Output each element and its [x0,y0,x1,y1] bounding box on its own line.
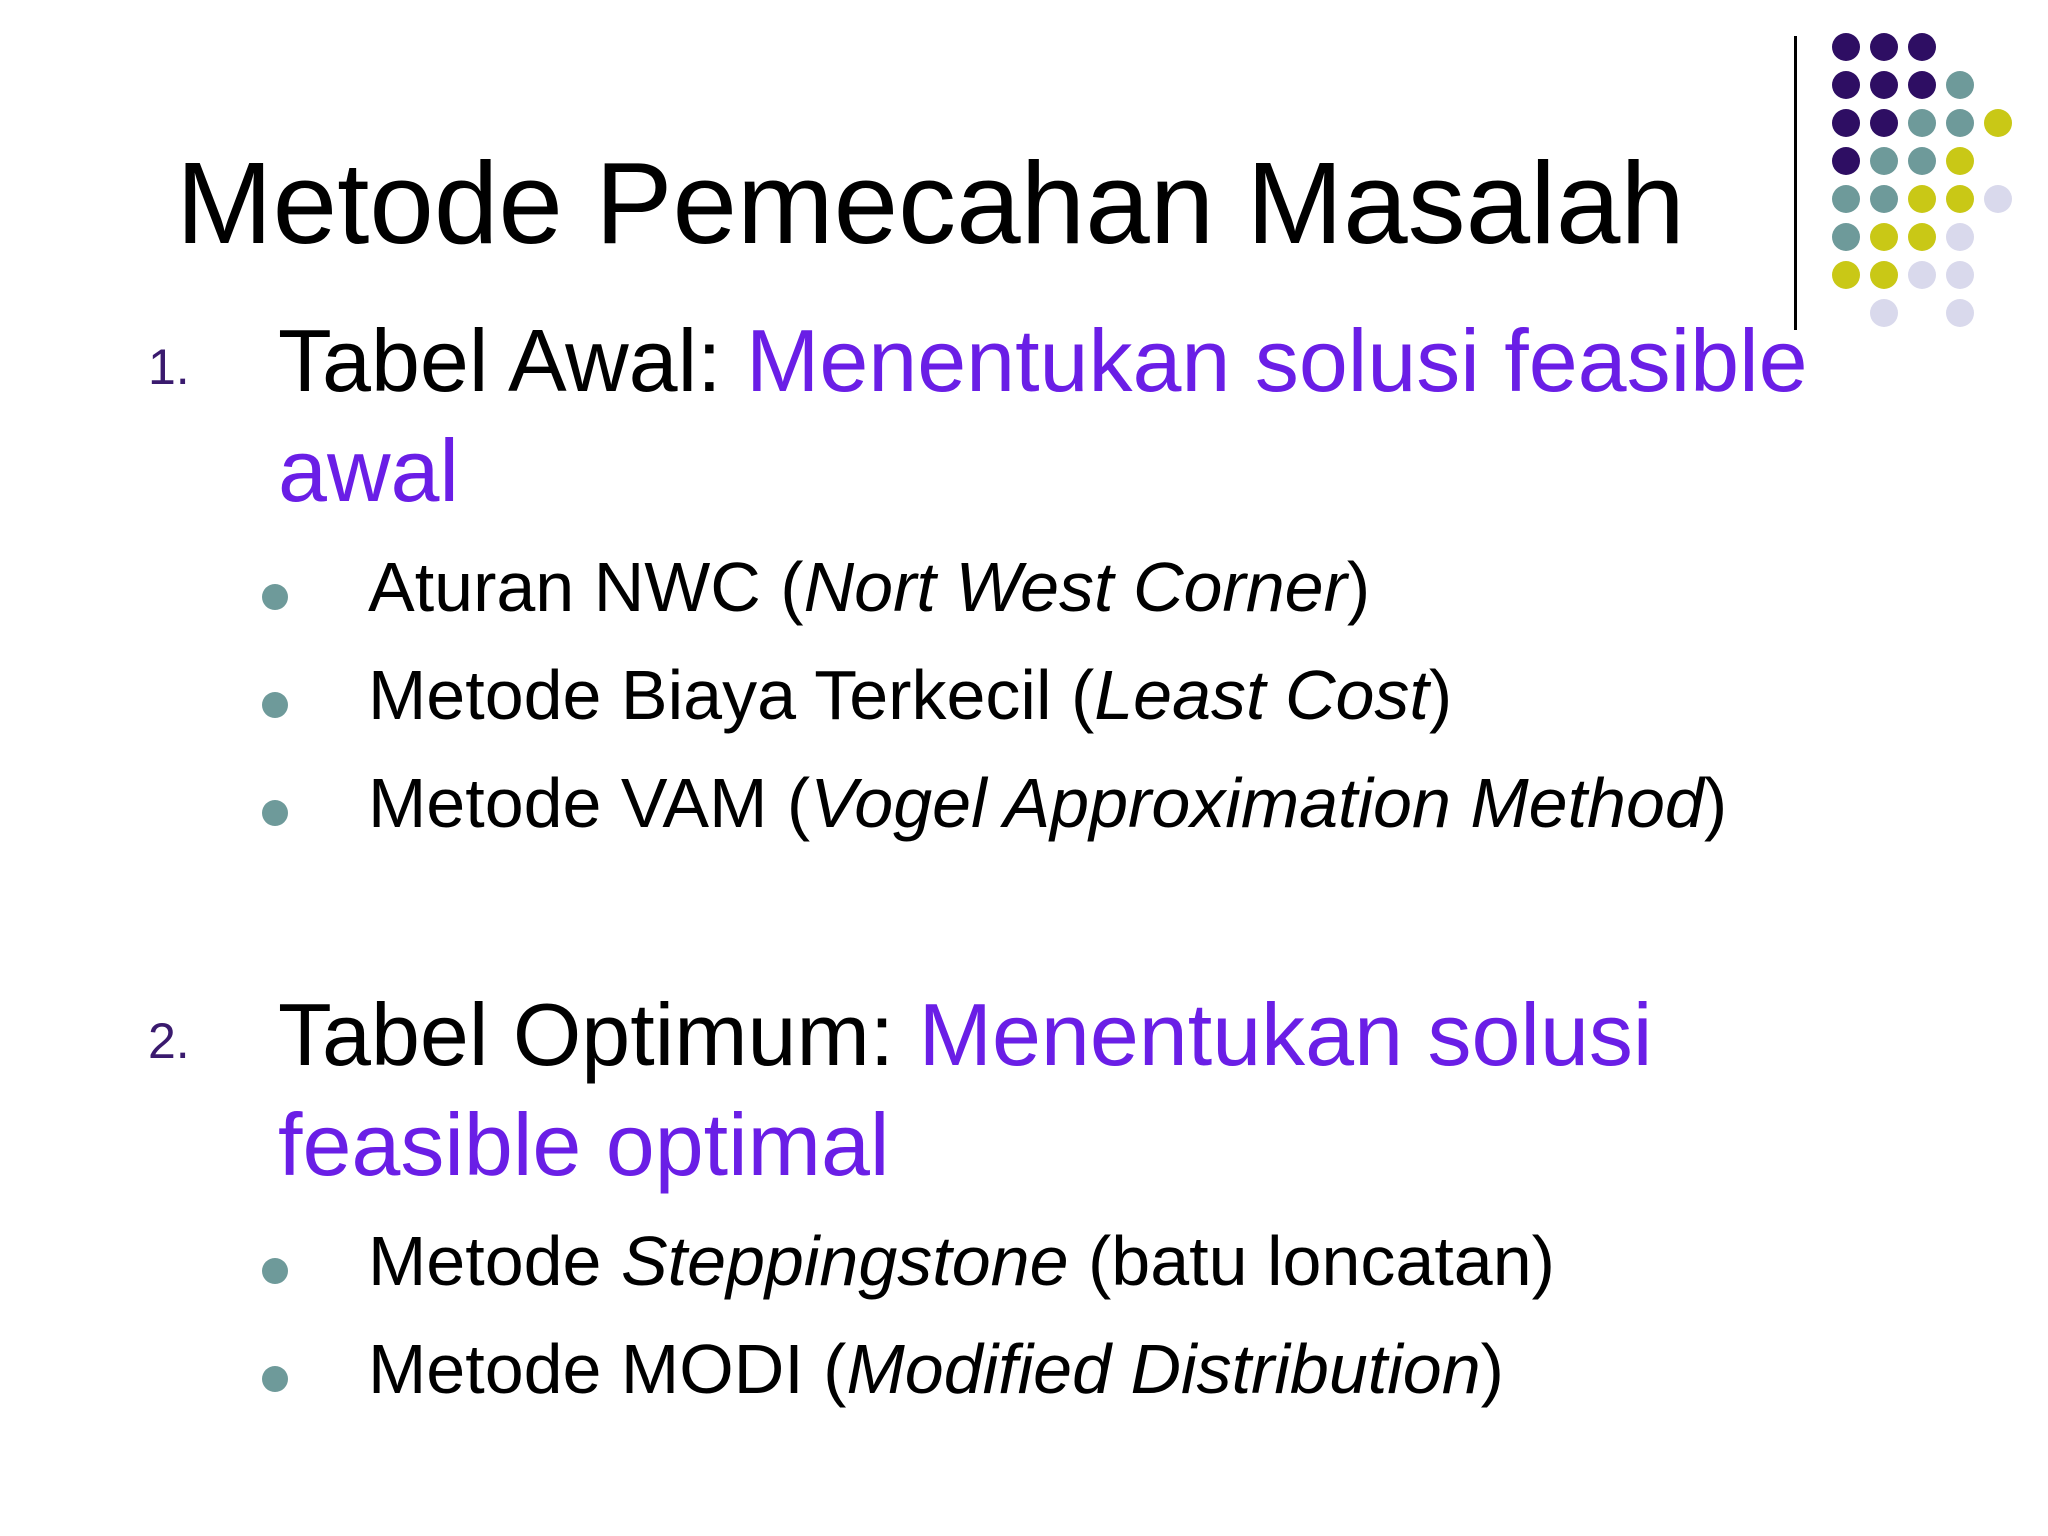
decorative-dot [1870,71,1898,99]
decorative-dot [1946,223,1974,251]
divider-line [1794,36,1797,330]
decorative-dot [1870,33,1898,61]
sub-list-text: Metode Steppingstone (batu loncatan) [368,1222,1555,1300]
decorative-dot [1832,185,1860,213]
list-item-main [278,306,1918,526]
bullet-icon [262,1258,288,1284]
bullet-icon [262,1366,288,1392]
decorative-dot [1984,109,2012,137]
list-item-accent: Menentukan solusi feasible awal [278,311,1808,520]
decorative-dot [1908,261,1936,289]
decorative-dot [1832,223,1860,251]
bullet-icon [262,800,288,826]
list-item-main [278,980,1918,1200]
decorative-dot [1946,185,1974,213]
list-item-accent: Menentukan solusi feasible optimal [278,985,1653,1194]
decorative-dot [1870,261,1898,289]
decorative-dot [1870,185,1898,213]
decorative-dot [1832,147,1860,175]
decorative-dot [1946,299,1974,327]
decorative-dot [1946,261,1974,289]
bullet-icon [262,584,288,610]
sub-list-item [0,1216,2048,1316]
list-number: 1. [148,339,190,395]
decorative-dot [1870,223,1898,251]
decorative-dot [1908,185,1936,213]
sub-list-text: Metode MODI (Modified Distribution) [368,1330,1504,1408]
decorative-dot [1870,147,1898,175]
list-item-lead: Tabel Optimum: [278,985,895,1084]
sub-list-item [0,758,2048,858]
list-number: 2. [148,1013,190,1069]
decorative-dot [1946,109,1974,137]
decorative-dot [1908,147,1936,175]
decorative-dot [1946,71,1974,99]
sub-list-text: Metode Biaya Terkecil (Least Cost) [368,656,1453,734]
decorative-dot [1870,109,1898,137]
sub-list-item [0,650,2048,750]
decorative-dot [1832,261,1860,289]
decorative-dot [1832,71,1860,99]
decorative-dot [1908,223,1936,251]
list-item-lead: Tabel Awal: [278,311,722,410]
decorative-dot [1832,33,1860,61]
decorative-dot [1946,147,1974,175]
sub-list-item [0,542,2048,642]
sub-list-item [0,1324,2048,1424]
decorative-dot [1832,109,1860,137]
decorative-dot [1984,185,2012,213]
sub-list-text: Metode VAM (Vogel Approximation Method) [368,764,1728,842]
page-title: Metode Pemecahan Masalah [176,138,1685,268]
decorative-dot [1908,71,1936,99]
decorative-dot [1908,109,1936,137]
sub-list-text: Aturan NWC (Nort West Corner) [368,548,1371,626]
decorative-dot [1908,33,1936,61]
bullet-icon [262,692,288,718]
